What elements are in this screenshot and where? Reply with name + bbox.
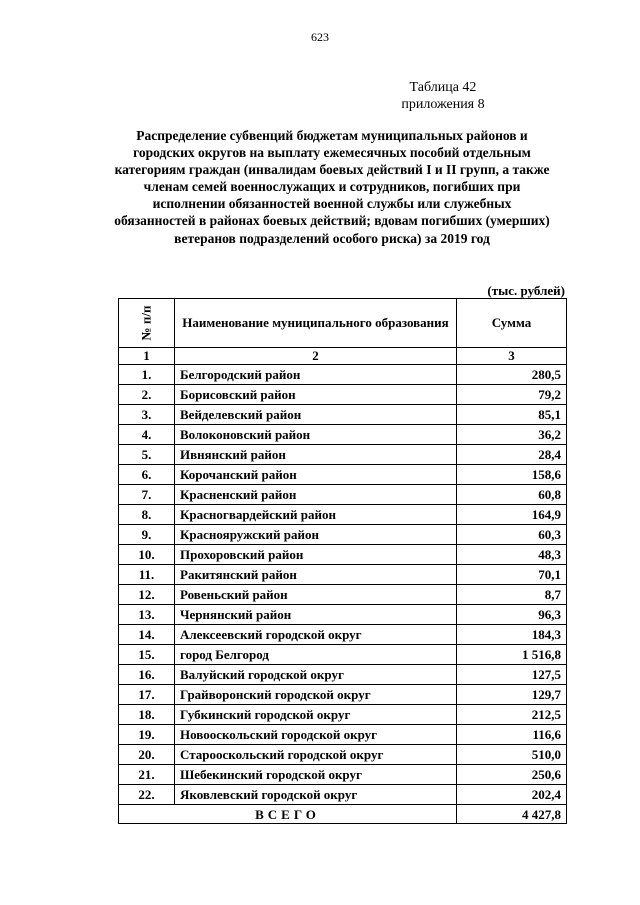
table-row: [119, 625, 567, 645]
row-name: Яковлевский городской округ: [175, 785, 457, 805]
table-row: [119, 505, 567, 525]
row-number: 17.: [119, 685, 175, 705]
row-number: 15.: [119, 645, 175, 665]
row-number: 1.: [119, 365, 175, 385]
row-name: Новооскольский городской округ: [175, 725, 457, 745]
row-sum: 212,5: [457, 705, 567, 725]
row-sum: 1 516,8: [457, 645, 567, 665]
table-row: [119, 525, 567, 545]
row-sum: 202,4: [457, 785, 567, 805]
row-name: Прохоровский район: [175, 545, 457, 565]
row-name: Старооскольский городской округ: [175, 745, 457, 765]
table-row: [119, 385, 567, 405]
row-sum: 164,9: [457, 505, 567, 525]
row-name: Борисовский район: [175, 385, 457, 405]
total-sum: 4 427,8: [457, 805, 567, 824]
table-reference: [398, 79, 488, 113]
row-sum: 85,1: [457, 405, 567, 425]
row-number: 16.: [119, 665, 175, 685]
table-body: [119, 365, 567, 805]
column-number-row: [119, 348, 567, 365]
row-name: Чернянский район: [175, 605, 457, 625]
row-name: Ракитянский район: [175, 565, 457, 585]
table-header-row: [119, 299, 567, 348]
row-name: Алексеевский городской округ: [175, 625, 457, 645]
row-number: 6.: [119, 465, 175, 485]
row-name: Корочанский район: [175, 465, 457, 485]
row-sum: 96,3: [457, 605, 567, 625]
row-number: 20.: [119, 745, 175, 765]
row-name: Волоконовский район: [175, 425, 457, 445]
column-number-1: 1: [119, 348, 175, 365]
row-sum: 60,3: [457, 525, 567, 545]
subsidy-table: [118, 298, 567, 824]
row-number: 12.: [119, 585, 175, 605]
table-row: [119, 645, 567, 665]
row-name: Белгородский район: [175, 365, 457, 385]
table-row: [119, 725, 567, 745]
row-name: Грайворонский городской округ: [175, 685, 457, 705]
table-reference-line2: приложения 8: [401, 97, 485, 112]
row-sum: 48,3: [457, 545, 567, 565]
row-sum: 28,4: [457, 445, 567, 465]
row-number: 14.: [119, 625, 175, 645]
column-number-2: 2: [175, 348, 457, 365]
row-name: Красненский район: [175, 485, 457, 505]
row-number: 9.: [119, 525, 175, 545]
table-row: [119, 605, 567, 625]
row-sum: 8,7: [457, 585, 567, 605]
table-row: [119, 785, 567, 805]
page-number: 623: [311, 30, 329, 44]
table-row: [119, 545, 567, 565]
row-number: 10.: [119, 545, 175, 565]
row-sum: 280,5: [457, 365, 567, 385]
row-number: 13.: [119, 605, 175, 625]
table-row: [119, 665, 567, 685]
table-row: [119, 765, 567, 785]
row-number: 11.: [119, 565, 175, 585]
row-sum: 127,5: [457, 665, 567, 685]
total-row: [119, 805, 567, 824]
table-reference-line1: Таблица 42: [409, 80, 477, 95]
row-name: Вейделевский район: [175, 405, 457, 425]
table-row: [119, 485, 567, 505]
row-name: город Белгород: [175, 645, 457, 665]
table-row: [119, 705, 567, 725]
column-header-num: [119, 299, 175, 348]
table-row: [119, 405, 567, 425]
row-name: Шебекинский городской округ: [175, 765, 457, 785]
row-sum: 116,6: [457, 725, 567, 745]
table-row: [119, 585, 567, 605]
row-number: 19.: [119, 725, 175, 745]
row-name: Губкинский городской округ: [175, 705, 457, 725]
column-number-3: 3: [457, 348, 567, 365]
row-sum: 60,8: [457, 485, 567, 505]
row-number: 3.: [119, 405, 175, 425]
row-number: 7.: [119, 485, 175, 505]
row-name: Краснояружский район: [175, 525, 457, 545]
row-name: Ивнянский район: [175, 445, 457, 465]
row-sum: 250,6: [457, 765, 567, 785]
column-header-num-label: № п/п: [138, 305, 154, 341]
column-header-name: Наименование муниципального образования: [175, 299, 457, 348]
table-row: [119, 565, 567, 585]
row-number: 22.: [119, 785, 175, 805]
row-sum: 36,2: [457, 425, 567, 445]
row-number: 5.: [119, 445, 175, 465]
document-title: Распределение субвенций бюджетам муниципальных районов и городских округов на выплату ежемесячных пособий отдельным категориям граждан (инвалидам боевых действий I и II групп, а также членам семей военнослужащих и сотрудников, погибших при исполнении обязанностей военной службы или служебных обязанностей в районах боевых действий; вдовам погибших (умерших) ветеранов подразделений особого риска) за 2019 год: [114, 128, 550, 246]
column-header-sum: Сумма: [457, 299, 567, 348]
row-sum: 70,1: [457, 565, 567, 585]
row-sum: 79,2: [457, 385, 567, 405]
total-label: ВСЕГО: [119, 805, 457, 824]
row-sum: 184,3: [457, 625, 567, 645]
row-number: 4.: [119, 425, 175, 445]
row-name: Ровеньский район: [175, 585, 457, 605]
table-row: [119, 685, 567, 705]
table-row: [119, 445, 567, 465]
row-sum: 510,0: [457, 745, 567, 765]
table-row: [119, 745, 567, 765]
row-sum: 158,6: [457, 465, 567, 485]
table-row: [119, 425, 567, 445]
row-name: Валуйский городской округ: [175, 665, 457, 685]
row-number: 21.: [119, 765, 175, 785]
row-name: Красногвардейский район: [175, 505, 457, 525]
units-label: (тыс. рублей): [487, 283, 565, 298]
row-number: 18.: [119, 705, 175, 725]
row-number: 2.: [119, 385, 175, 405]
row-number: 8.: [119, 505, 175, 525]
table-row: [119, 365, 567, 385]
table-row: [119, 465, 567, 485]
row-sum: 129,7: [457, 685, 567, 705]
